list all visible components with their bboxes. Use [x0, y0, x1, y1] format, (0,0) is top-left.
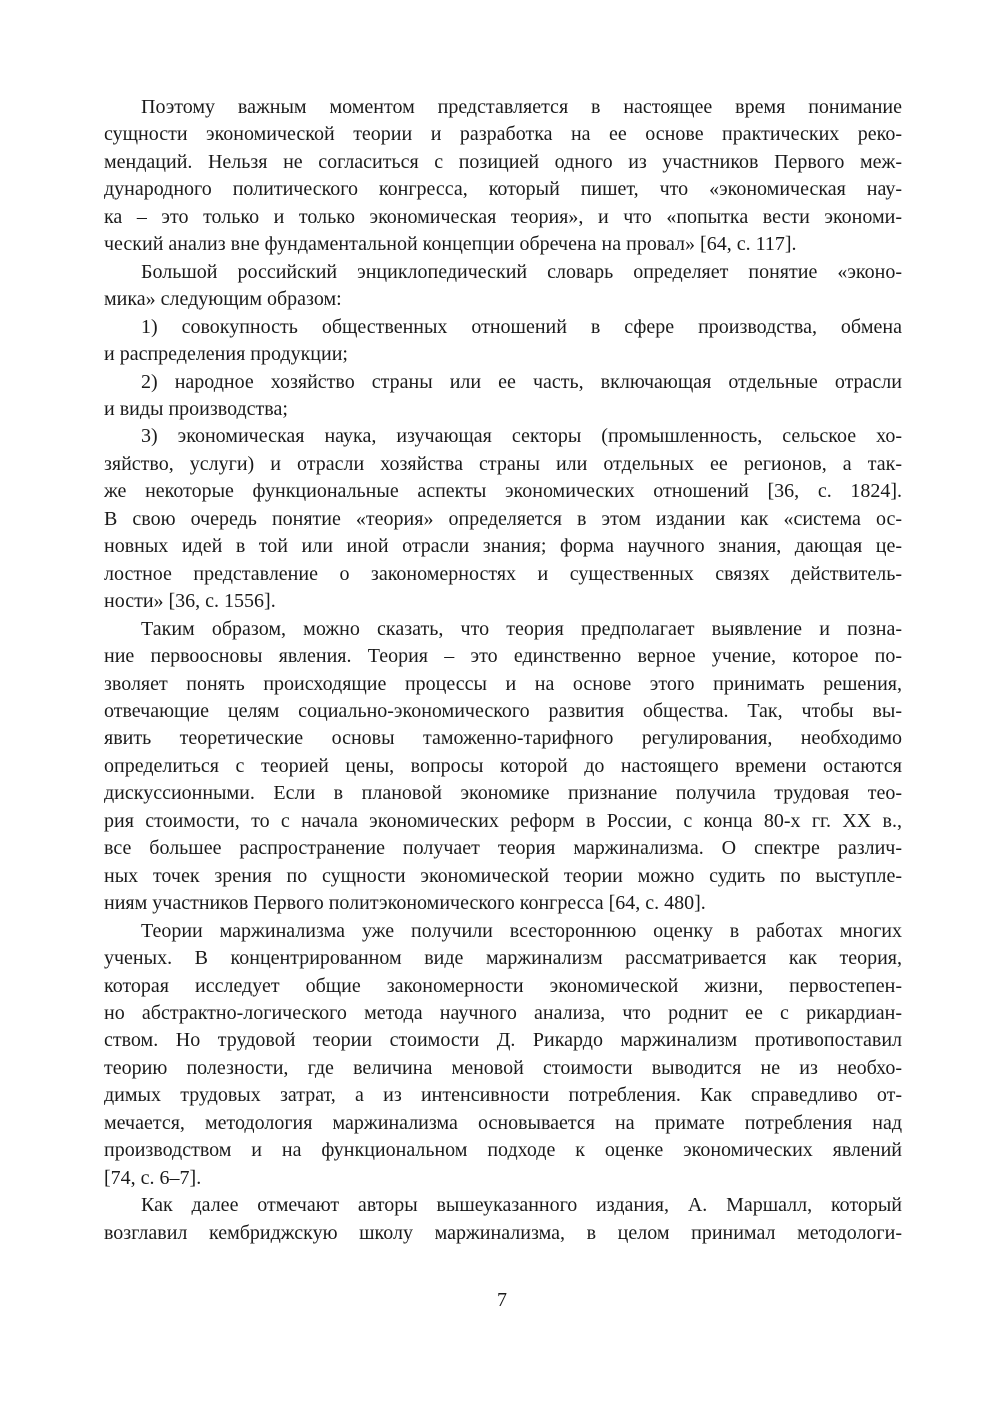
text-line: В свою очередь понятие «теория» определяется в этом издании как «система ос-: [104, 507, 902, 530]
text-line: дународного политического конгресса, который пишет, что «экономическая нау-: [104, 178, 902, 201]
text-line: 3) экономическая наука, изучающая секторы (промышленность, сельское хо-: [141, 425, 902, 448]
text-line: все большее распространение получает теория маржинализма. О спектре различ-: [104, 837, 902, 860]
text-line: [74, с. 6–7].: [104, 1166, 202, 1189]
text-line: новных идей в той или иной отрасли знания; форма научного знания, дающая це-: [104, 535, 902, 558]
text-line: ка – это только и только экономическая теория», и что «попытка вести экономи-: [104, 205, 902, 228]
text-line: и виды производства;: [104, 397, 288, 420]
text-line: лостное представление о закономерностях и существенных связях действитель-: [104, 562, 902, 585]
text-line: Теории маржинализма уже получили всестороннюю оценку в работах многих: [141, 919, 902, 942]
text-line: ниям участников Первого политэкономического конгресса [64, с. 480].: [104, 892, 706, 915]
text-line: зяйство, услуги) и отрасли хозяйства страны или отдельных ее регионов, а так-: [104, 452, 902, 475]
text-line: ческий анализ вне фундаментальной концепции обречена на провал» [64, с. 117].: [104, 233, 797, 256]
paragraph: [104, 314, 902, 369]
text-line: теорию полезности, где величина меновой стоимости выводится не из необхо-: [104, 1056, 902, 1079]
text-line: ством. Но трудовой теории стоимости Д. Рикардо маржинализм противопоставил: [104, 1029, 902, 1052]
text-line: рия стоимости, то с начала экономических реформ в России, с конца 80-х гг. XX в.,: [104, 809, 902, 832]
text-line: Как далее отмечают авторы вышеуказанного издания, А. Маршалл, который: [141, 1194, 902, 1217]
text-line: зволяет понять происходящие процессы и на основе этого принимать решения,: [104, 672, 902, 695]
text-line: и распределения продукции;: [104, 343, 348, 366]
text-line: ности» [36, с. 1556].: [104, 590, 276, 613]
text-line: отвечающие целям социально-экономического развития общества. Так, чтобы вы-: [104, 699, 902, 722]
text-line: сущности экономической теории и разработка на ее основе практических реко-: [104, 123, 902, 146]
paragraph: [104, 1192, 902, 1247]
paragraph: [104, 369, 902, 424]
text-line: дискуссионными. Если в плановой экономике признание получила трудовая тео-: [104, 782, 902, 805]
text-line: же некоторые функциональные аспекты экономических отношений [36, с. 1824].: [104, 480, 902, 503]
text-line: мечается, методология маржинализма основывается на примате потребления над: [104, 1111, 902, 1134]
text-line: производством и на функциональном подходе к оценке экономических явлений: [104, 1139, 902, 1162]
document-page: [104, 94, 902, 1247]
text-line: 1) совокупность общественных отношений в сфере производства, обмена: [141, 315, 902, 338]
paragraph: [104, 94, 902, 259]
text-line: Большой российский энциклопедический словарь определяет понятие «эконо-: [141, 260, 902, 283]
paragraph: [104, 616, 902, 918]
text-line: Поэтому важным моментом представляется в настоящее время понимание: [141, 96, 902, 118]
paragraph: [104, 423, 902, 615]
text-line: ных точек зрения по сущности экономической теории можно судить по выступле-: [104, 864, 902, 887]
text-line: определиться с теорией цены, вопросы которой до настоящего времени остаются: [104, 754, 902, 777]
text-line: ученых. В концентрированном виде маржинализм рассматривается как теория,: [104, 947, 902, 970]
text-line: мика» следующим образом:: [104, 288, 342, 311]
text-line: но абстрактно-логического метода научного анализа, что роднит ее с рикардиан-: [104, 1001, 902, 1024]
text-line: мендаций. Нельзя не согласиться с позицией одного из участников Первого меж-: [104, 150, 902, 173]
text-line: возглавил кембриджскую школу маржинализма, в целом принимал методологи-: [104, 1221, 902, 1244]
text-line: 2) народное хозяйство страны или ее часть, включающая отдельные отрасли: [141, 370, 902, 393]
text-line: которая исследует общие закономерности экономической жизни, первостепен-: [104, 974, 902, 997]
paragraph: [104, 918, 902, 1193]
page-number: 7: [497, 1289, 507, 1311]
text-line: ние первоосновы явления. Теория – это единственно верное учение, которое по-: [104, 645, 902, 668]
text-line: димых трудовых затрат, а из интенсивности потребления. Как справедливо от-: [104, 1084, 902, 1107]
text-line: явить теоретические основы таможенно-тарифного регулирования, необходимо: [104, 727, 902, 750]
text-line: Таким образом, можно сказать, что теория предполагает выявление и позна-: [141, 617, 902, 640]
paragraph: [104, 259, 902, 314]
